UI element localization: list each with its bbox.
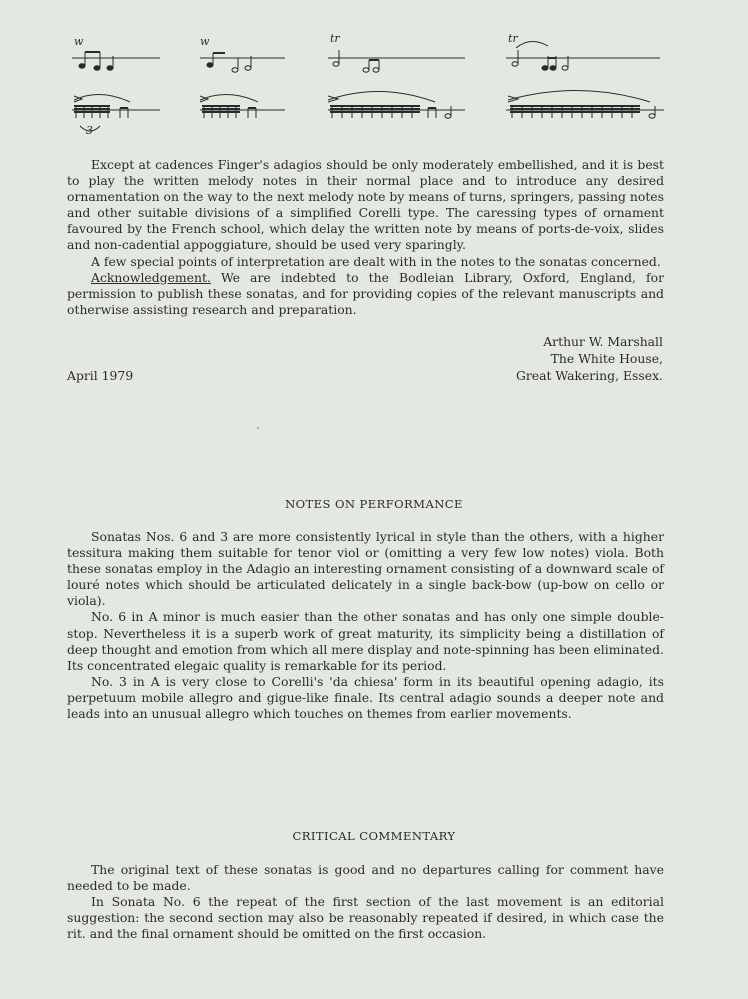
music-notation-image <box>60 30 680 150</box>
performance-section <box>67 529 664 722</box>
intro-paragraph-2: A few special points of interpretation are dealt with in the notes to the sonatas concerned. <box>91 253 661 269</box>
signature-place: Great Wakering, Essex. <box>515 367 663 383</box>
ornament-mark-1: w <box>74 35 84 48</box>
date-line: April 1979 <box>67 368 134 383</box>
signature-block <box>516 334 663 384</box>
ornament-mark-3: tr <box>330 32 340 45</box>
critical-heading: CRITICAL COMMENTARY <box>292 829 456 843</box>
performance-paragraph-1: Sonatas Nos. 6 and 3 are more consistently lyrical in style than the others, with a higher tessitura making them suitable for tenor viol or (omitting a very few low notes) viola. Both these sonatas employ in the Adagio an interesting ornament consisting of a downward scale of louré notes which should be articulated delicately in a single back-bow (up-bow on cello or viola). <box>67 529 664 609</box>
critical-section <box>67 862 664 942</box>
performance-paragraph-3: No. 3 in A is very close to Corelli's 'da chiesa' form in its beautiful opening adagio, its perpetuum mobile allegro and gigue-like finale. Its central adagio sounds a deeper note and leads into an unusual allegro which touches on themes from earlier movements. <box>67 673 664 722</box>
intro-section <box>67 157 664 318</box>
intro-paragraph-1: Except at cadences Finger's adagios should be only moderately embellished, and it is best to play the written melody notes in their normal place and to introduce any desired ornamentation on the way to the next melody note by means of turns, springers, passing notes and other suitable divisions of a simplified Corelli type. The caressing types of ornament favoured by the French school, which delay the written note by means of ports-de-voix, slides and non-cadential appoggiature, should be used very sparingly. <box>67 157 664 253</box>
critical-paragraph-2: In Sonata No. 6 the repeat of the first section of the last movement is an editorial suggestion: the second section may also be reasonably repeated if desired, in which case the rit. and the final ornament should be omitted on the first occasion. <box>67 894 664 942</box>
ornament-mark-4: tr <box>508 32 518 45</box>
ornament-mark-2: w <box>200 35 210 48</box>
performance-heading: NOTES ON PERFORMANCE <box>285 497 463 511</box>
paper-speck <box>257 427 259 429</box>
critical-paragraph-1: The original text of these sonatas is good and no departures calling for comment have needed to be made. <box>67 862 664 894</box>
acknowledgement-text: We are indebted to the Bodleian Library, Oxford, England, for permission to publish these sonatas, and for providing copies of the relevant manuscripts and otherwise assisting research and preparation. <box>67 269 664 317</box>
acknowledgement-heading: Acknowledgement. <box>91 269 211 285</box>
acknowledgement-paragraph <box>67 270 664 318</box>
signature-house: The White House, <box>550 350 663 366</box>
performance-paragraph-2: No. 6 in A minor is much easier than the other sonatas and has only one simple double-stop. Nevertheless it is a superb work of great maturity, its simplicity being a distillation of deep thought and emotion from which all mere display and note-spinning has been eliminated. Its concentrated elegaic quality is remarkable for its period. <box>67 609 664 673</box>
music-examples <box>60 30 680 150</box>
signature-name: Arthur W. Marshall <box>543 334 663 349</box>
tuplet-label: 3 <box>86 124 93 137</box>
